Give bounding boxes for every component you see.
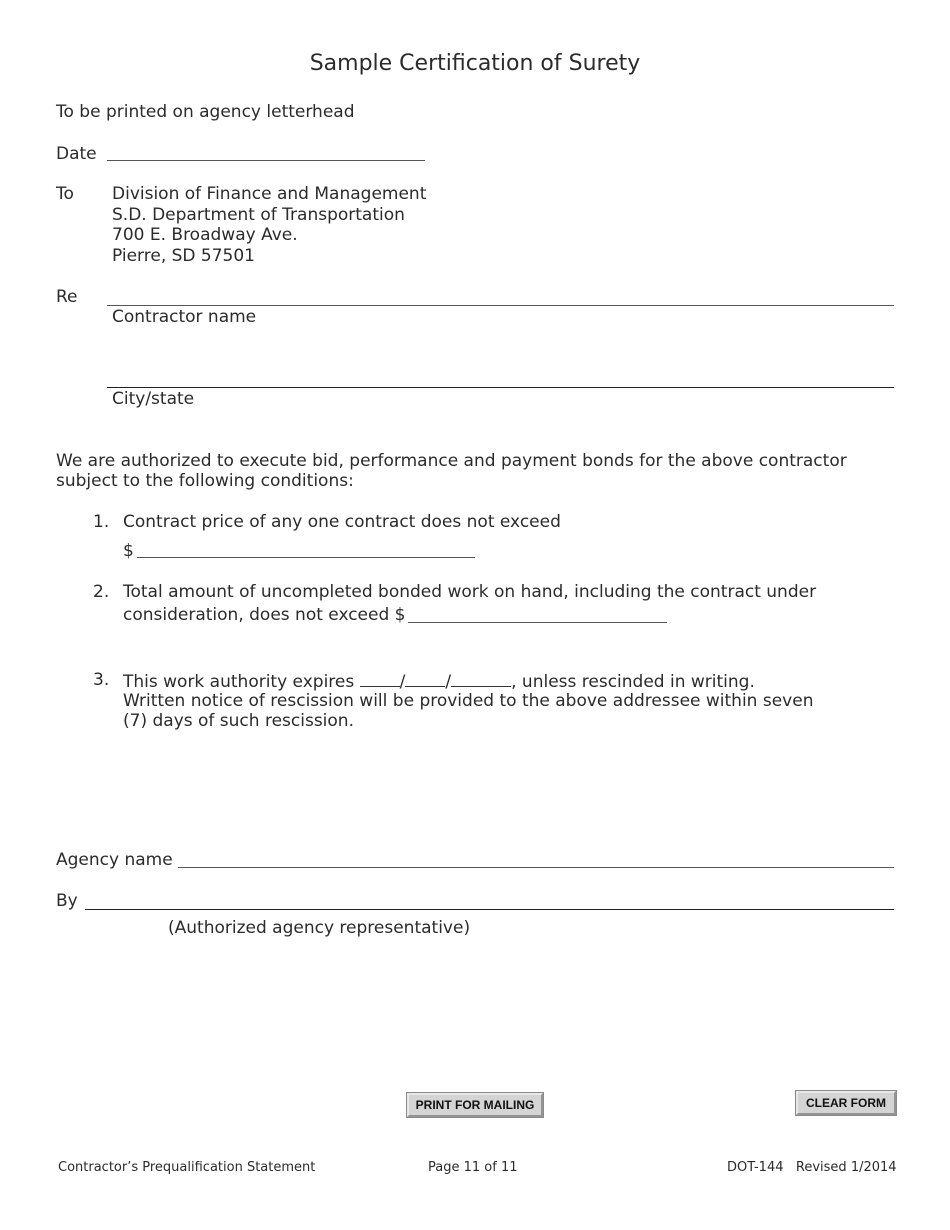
condition-3-text-line-3: (7) days of such rescission. <box>123 711 354 731</box>
by-underline <box>85 909 894 910</box>
expires-year-field[interactable] <box>451 670 511 687</box>
condition-2-text-line-2: consideration, does not exceed $ <box>123 605 406 625</box>
condition-2-number: 2. <box>93 582 110 602</box>
address-line-4: Pierre, SD 57501 <box>112 246 255 266</box>
uncompleted-work-amount-input[interactable] <box>410 604 665 622</box>
footer-form-number: DOT-144 <box>727 1160 784 1175</box>
city-state-underline <box>107 387 894 388</box>
agency-name-label: Agency name <box>56 850 173 870</box>
date-separator: / <box>399 672 406 692</box>
expires-suffix: , unless rescinded in writing. <box>511 672 755 692</box>
date-label: Date <box>56 144 97 164</box>
condition-1-number: 1. <box>93 512 110 532</box>
contractor-name-input[interactable] <box>109 286 892 304</box>
condition-1-amount-underline <box>137 557 475 558</box>
by-input[interactable] <box>87 890 892 908</box>
letterhead-instruction: To be printed on agency letterhead <box>56 102 355 122</box>
address-line-2: S.D. Department of Transportation <box>112 205 405 225</box>
agency-name-underline <box>178 867 894 868</box>
intro-line-2: subject to the following conditions: <box>56 471 354 491</box>
footer-form-id <box>727 1160 897 1175</box>
expires-day-field[interactable] <box>405 670 445 687</box>
footer-revision: Revised 1/2014 <box>795 1160 897 1175</box>
page-title: Sample Certification of Surety <box>309 51 641 76</box>
print-for-mailing-button[interactable]: PRINT FOR MAILING <box>407 1093 543 1117</box>
city-state-caption: City/state <box>112 389 195 409</box>
to-label: To <box>56 184 74 204</box>
clear-form-button[interactable]: CLEAR FORM <box>796 1091 896 1115</box>
date-underline <box>107 160 425 161</box>
intro-line-1: We are authorized to execute bid, performance and payment bonds for the above contractor <box>56 451 847 471</box>
by-label: By <box>56 891 78 911</box>
condition-3-number: 3. <box>93 670 110 690</box>
address-line-3: 700 E. Broadway Ave. <box>112 225 298 245</box>
condition-3-text-line-2: Written notice of rescission will be provided to the above addressee within seven <box>123 691 814 711</box>
address-line-1: Division of Finance and Management <box>112 184 427 204</box>
condition-2-amount-underline <box>408 622 667 623</box>
re-label: Re <box>56 287 78 307</box>
date-separator: / <box>445 672 452 692</box>
authorized-rep-caption: (Authorized agency representative) <box>168 918 471 938</box>
condition-1-text: Contract price of any one contract does not exceed <box>123 512 561 532</box>
condition-2-text-line-1: Total amount of uncompleted bonded work on hand, including the contract under <box>123 582 817 602</box>
contractor-name-caption: Contractor name <box>112 307 257 327</box>
expires-month-field[interactable] <box>360 670 400 687</box>
contractor-name-underline <box>107 305 894 306</box>
expires-prefix: This work authority expires <box>123 672 355 692</box>
condition-1-currency: $ <box>123 541 134 561</box>
city-state-input[interactable] <box>109 368 892 386</box>
agency-name-input[interactable] <box>180 848 892 866</box>
footer-page-number: Page 11 of 11 <box>428 1160 518 1175</box>
footer-document-name: Contractor’s Prequalification Statement <box>58 1160 316 1175</box>
date-input[interactable] <box>109 142 423 160</box>
condition-3-text-line-1 <box>123 670 755 692</box>
contract-price-input[interactable] <box>139 539 473 557</box>
